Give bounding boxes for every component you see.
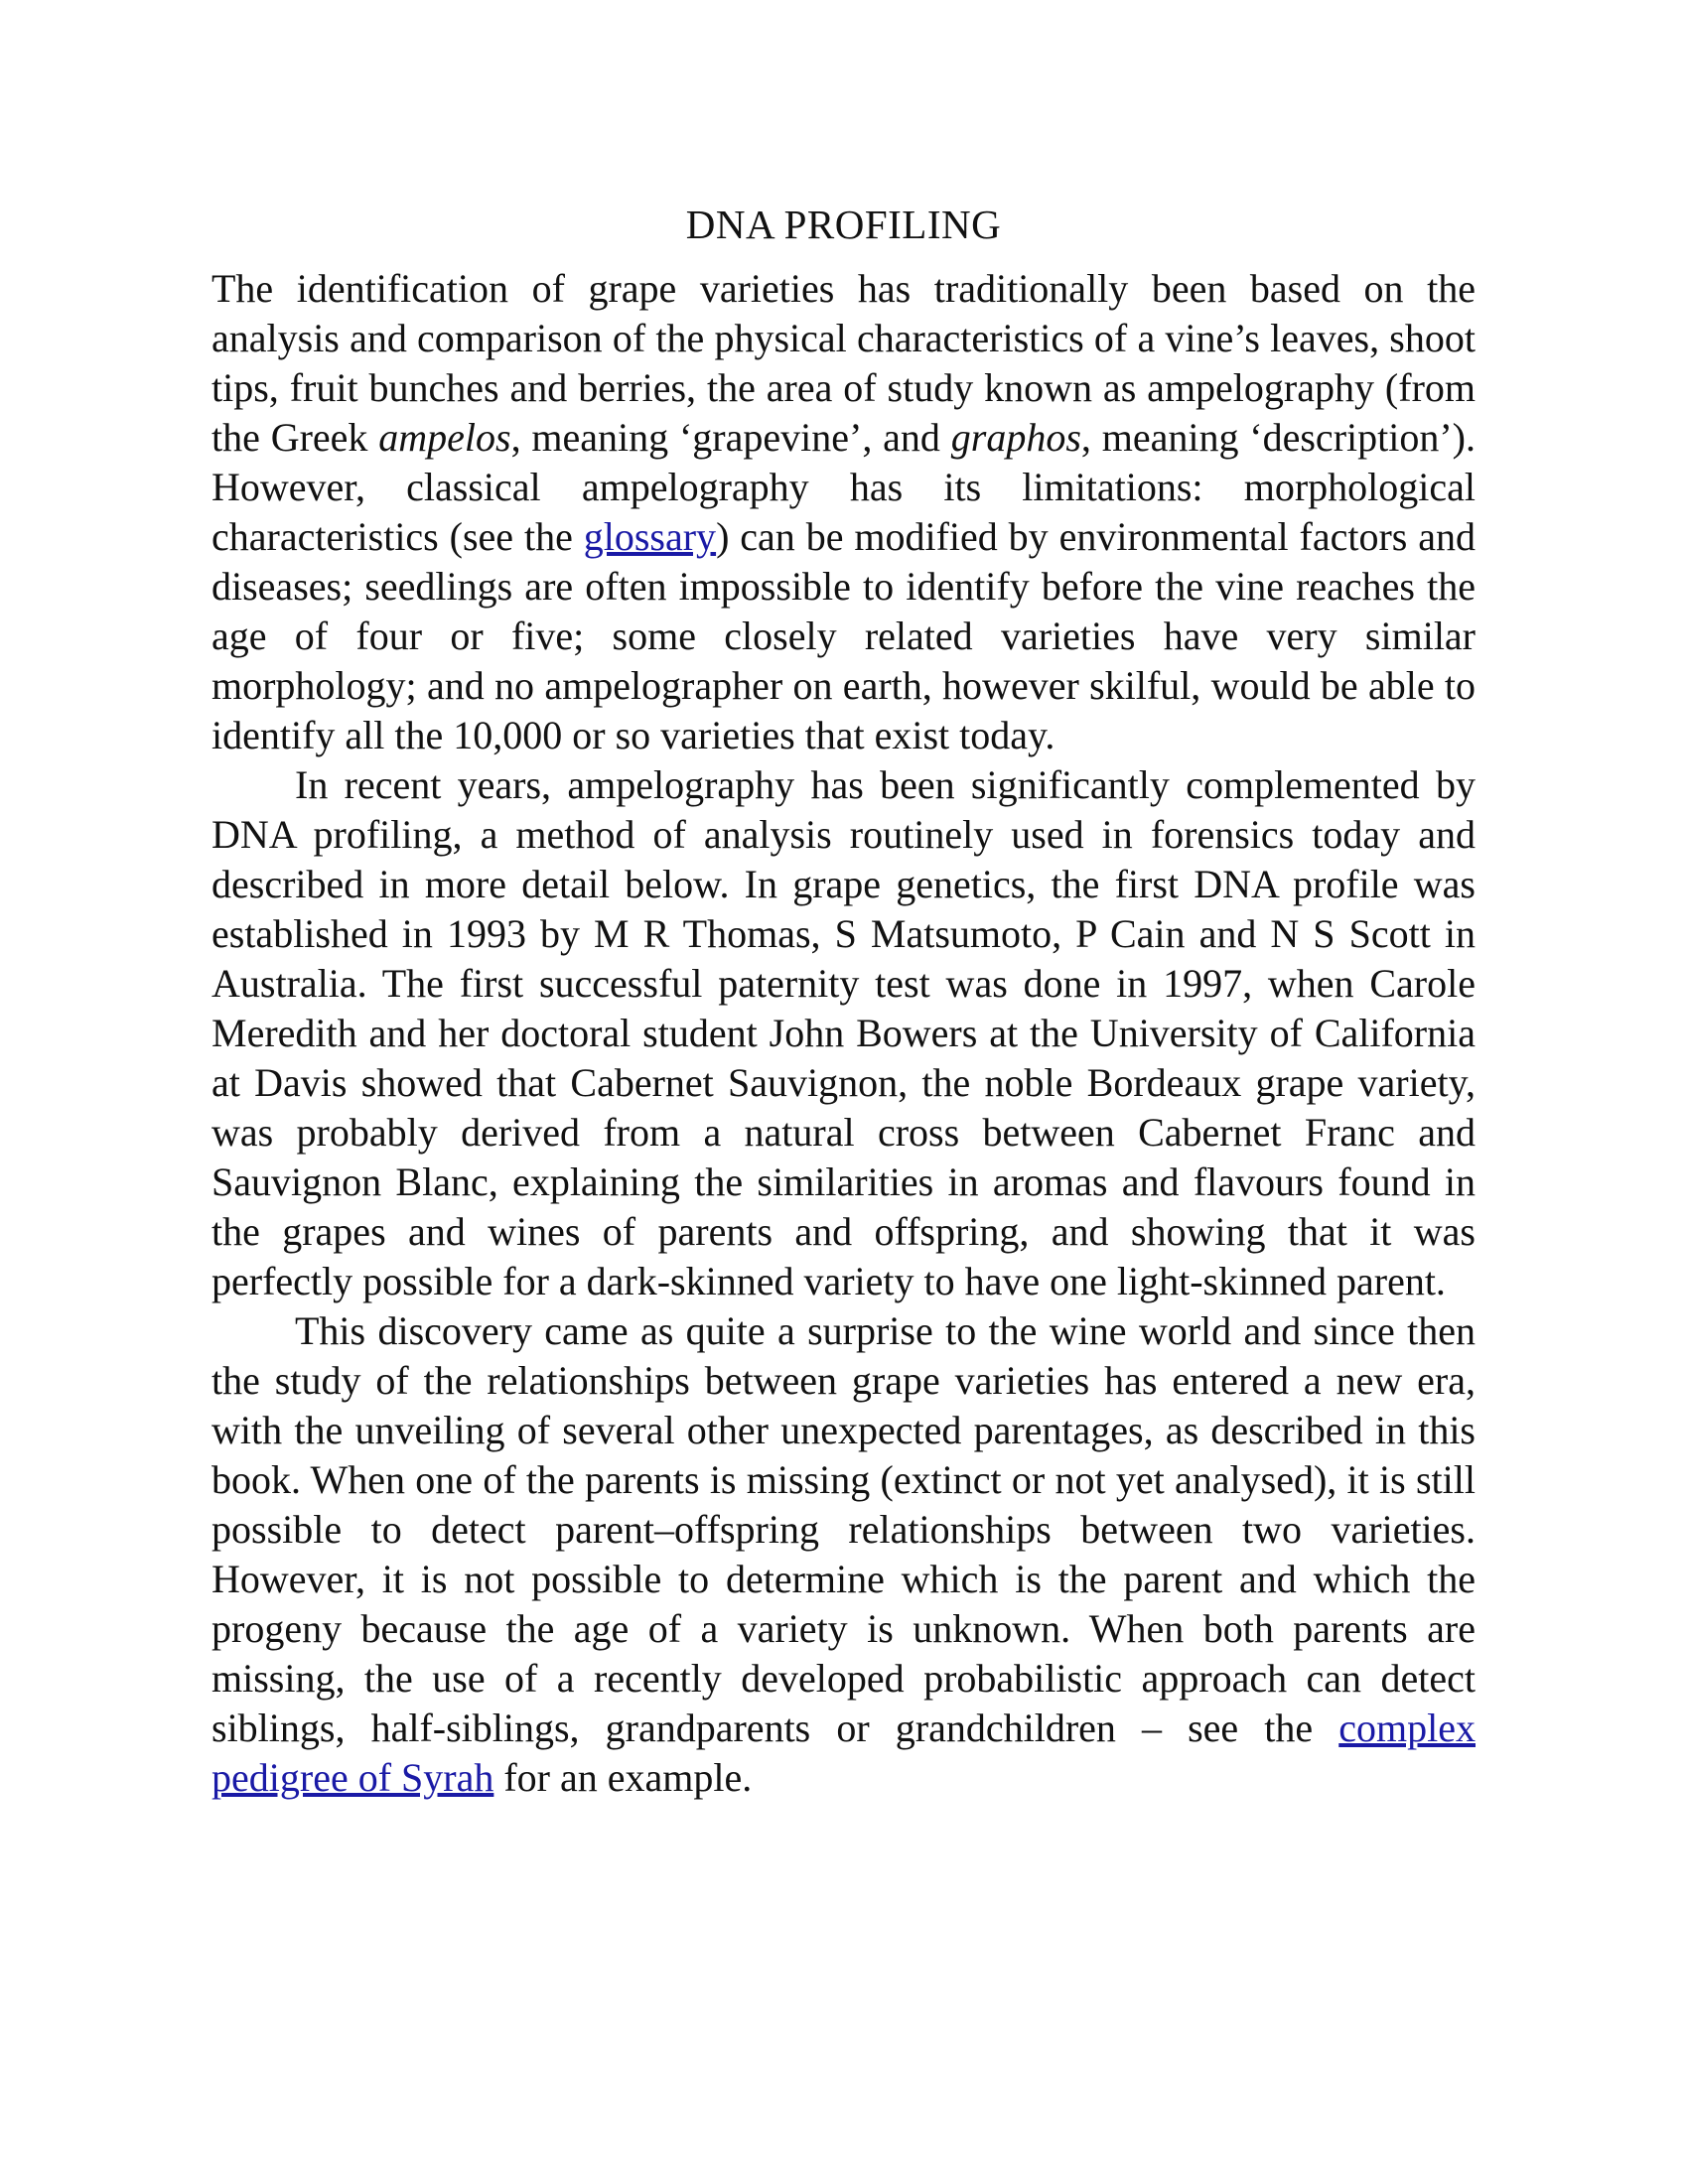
paragraph-1 (211, 264, 1476, 760)
syrah-pedigree-link[interactable]: complex pedigree of Syrah (211, 1706, 1476, 1800)
paragraph-3 (211, 1306, 1476, 1803)
paragraph-3-text-a: This discovery came as quite a surprise to the wine world and since then the study of the relationships between grape varieties has entered a new era, with the unveiling of several other unexpected parentages, as described in this book. When one of the parents is missing (extinct or not yet analysed), it is still possible to detect parent–offspring relationships between two varieties. However, it is not possible to determine which is the parent and which the progeny because the age of a variety is unknown. When both parents are missing, the use of a recently developed probabilistic approach can detect siblings, half-siblings, grandparents or grandchildren – see the (211, 1308, 1476, 1750)
italic-term-ampelos: ampelos (378, 415, 511, 460)
paragraph-1-text-b: , meaning ‘grapevine’, and (510, 415, 951, 460)
paragraph-1-text-d: ) can be modified by environmental factors and diseases; seedlings are often impossible to identify before the vine reaches the age of four or five; some closely related varieties have very similar morphology; and no ampelographer on earth, however skilful, would be able to identify all the 10,000 or so varieties that exist today. (211, 514, 1476, 757)
paragraph-1-text-a: The identification of grape varieties has traditionally been based on the analysis and comparison of the physical characteristics of a vine’s leaves, shoot tips, fruit bunches and berries, the area of study known as ampelography (from the Greek (211, 266, 1476, 460)
paragraph-1-text-c: , meaning ‘description’). However, classical ampelography has its limitations: morphological characteristics (see the (211, 415, 1476, 559)
paragraph-3-text-b: for an example. (493, 1755, 753, 1800)
paragraph-2: In recent years, ampelography has been significantly complemented by DNA profiling, a method of analysis routinely used in forensics today and described in more detail below. In grape genetics, the first DNA profile was established in 1993 by M R Thomas, S Matsumoto, P Cain and N S Scott in Australia. The first successful paternity test was done in 1997, when Carole Meredith and her doctoral student John Bowers at the University of California at Davis showed that Cabernet Sauvignon, the noble Bordeaux grape variety, was probably derived from a natural cross between Cabernet Franc and Sauvignon Blanc, explaining the similarities in aromas and flavours found in the grapes and wines of parents and offspring, and showing that it was perfectly possible for a dark-skinned variety to have one light-skinned parent. (211, 762, 1476, 1303)
page-title: DNA PROFILING (685, 202, 1002, 247)
document-page (211, 195, 1476, 1803)
glossary-link[interactable]: glossary (583, 514, 717, 559)
italic-term-graphos: graphos (950, 415, 1081, 460)
